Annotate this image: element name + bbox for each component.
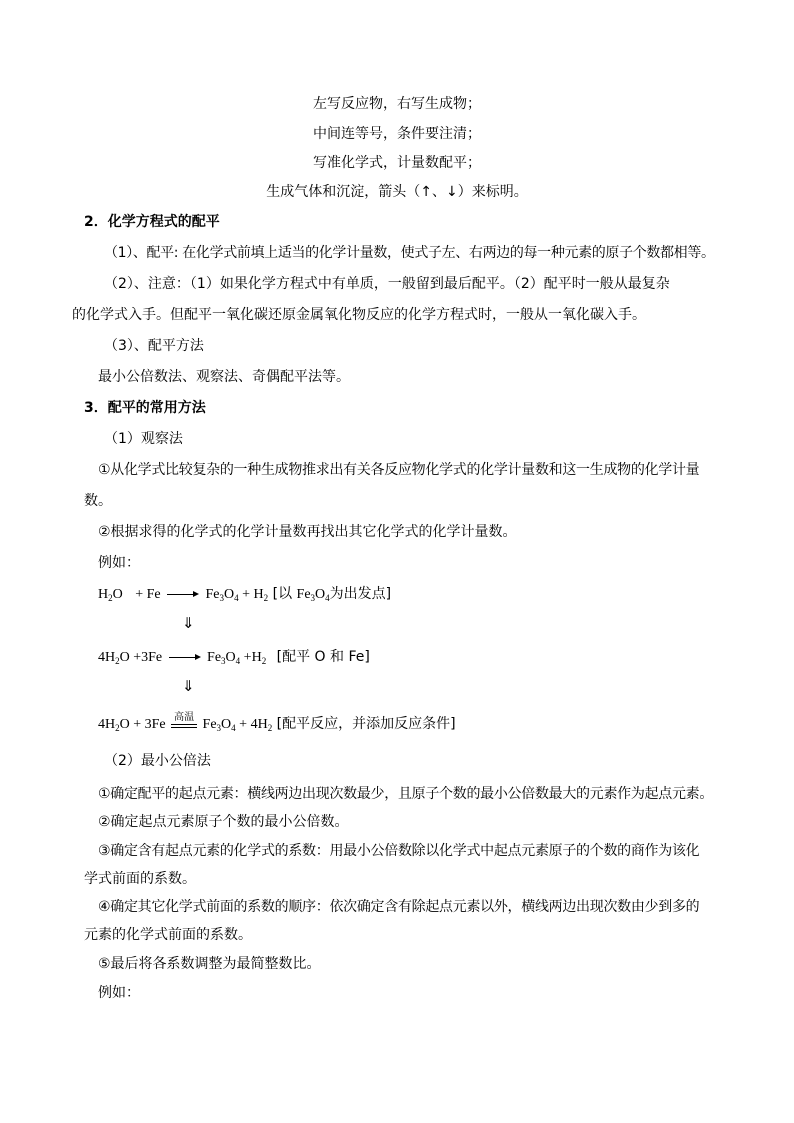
- observation-step-1-line-1: ①从化学式比较复杂的一种生成物推求出有关各反应物化学式的化学计量数和这一生成物的化学计量: [98, 462, 700, 478]
- example-label-2: 例如：: [98, 985, 140, 1001]
- lcm-step-4-line-2: 元素的化学式前面的系数。: [84, 927, 252, 943]
- lcm-method-title: （2）最小公倍法: [104, 753, 211, 769]
- down-arrow-icon: ⇓: [182, 677, 195, 695]
- eq2-reactants: $4H_2O +3Fe$: [98, 650, 163, 666]
- eq1-plus-fe: + Fe: [135, 587, 161, 602]
- lcm-step-3-line-1: ③确定含有起点元素的化学式的系数：用最小公倍数除以化学式中起点元素原子的个数的商作为该化: [98, 843, 700, 859]
- eq1-h2o: $H_2O$: [98, 587, 123, 603]
- example-label: 例如：: [98, 555, 140, 571]
- eq1-note: [以 $Fe_3O_4$为出发点]: [272, 586, 392, 603]
- lcm-step-4-line-1: ④确定其它化学式前面的系数的顺序：依次确定含有除起点元素以外，横线两边出现次数由少到多的: [98, 899, 700, 915]
- lcm-step-2: ②确定起点元素原子个数的最小公倍数。: [98, 814, 349, 830]
- balancing-methods-title: （3）、配平方法: [104, 338, 204, 354]
- reaction-condition: 高温: [174, 712, 195, 723]
- down-arrow-icon: ⇓: [182, 614, 195, 632]
- reaction-arrow-icon: [169, 652, 201, 662]
- eq3-products: $Fe_3O_4 + 4H_2$: [202, 717, 273, 733]
- equation-2: [98, 647, 370, 668]
- reaction-arrow-icon: [167, 589, 199, 599]
- observation-method-title: （1）观察法: [104, 431, 183, 447]
- balancing-methods-list: 最小公倍数法、观察法、奇偶配平法等。: [98, 369, 350, 385]
- eq3-note: [配平反应，并添加反应条件]: [276, 716, 456, 732]
- section-3-heading: 3．配平的常用方法: [84, 400, 206, 416]
- equation-3: [98, 714, 456, 735]
- rhyme-line-4: 生成气体和沉淀，箭头（↑、↓）来标明。: [266, 184, 528, 200]
- observation-step-2: ②根据求得的化学式的化学计量数再找出其它化学式的化学计量数。: [98, 524, 517, 540]
- equation-1: [98, 584, 391, 605]
- section-2-heading: 2．化学方程式的配平: [84, 214, 220, 230]
- reaction-condition-equals-icon: [171, 714, 197, 734]
- eq1-products: $Fe_3O_4 + H_2$: [205, 587, 269, 603]
- balancing-note-line-1: （2）、注意：（1）如果化学方程式中有单质，一般留到最后配平。（2）配平时一般从最复杂: [104, 276, 670, 292]
- rhyme-line-2: 中间连等号，条件要注清；: [313, 126, 481, 142]
- lcm-step-1: ①确定配平的起点元素：横线两边出现次数最少，且原子个数的最小公倍数最大的元素作为起点元素。: [98, 786, 714, 802]
- balancing-note-line-2: 的化学式入手。但配平一氧化碳还原金属氧化物反应的化学方程式时，一般从一氧化碳入手。: [72, 307, 646, 323]
- lcm-step-3-line-2: 学式前面的系数。: [84, 871, 196, 887]
- eq3-reactants: $4H_2O + 3Fe$: [98, 717, 166, 733]
- lcm-step-5: ⑤最后将各系数调整为最简整数比。: [98, 956, 321, 972]
- observation-step-1-line-2: 数。: [84, 493, 112, 509]
- balancing-definition: （1）、配平: 在化学式前填上适当的化学计量数，使式子左、右两边的每一种元素的原子个数都相等。: [104, 245, 715, 261]
- rhyme-line-3: 写准化学式，计量数配平；: [313, 155, 481, 171]
- eq2-note: [配平 O 和 Fe]: [276, 649, 370, 665]
- rhyme-line-1: 左写反应物，右写生成物；: [313, 96, 481, 112]
- eq2-products: $Fe_3O_4 +H_2$: [207, 650, 267, 666]
